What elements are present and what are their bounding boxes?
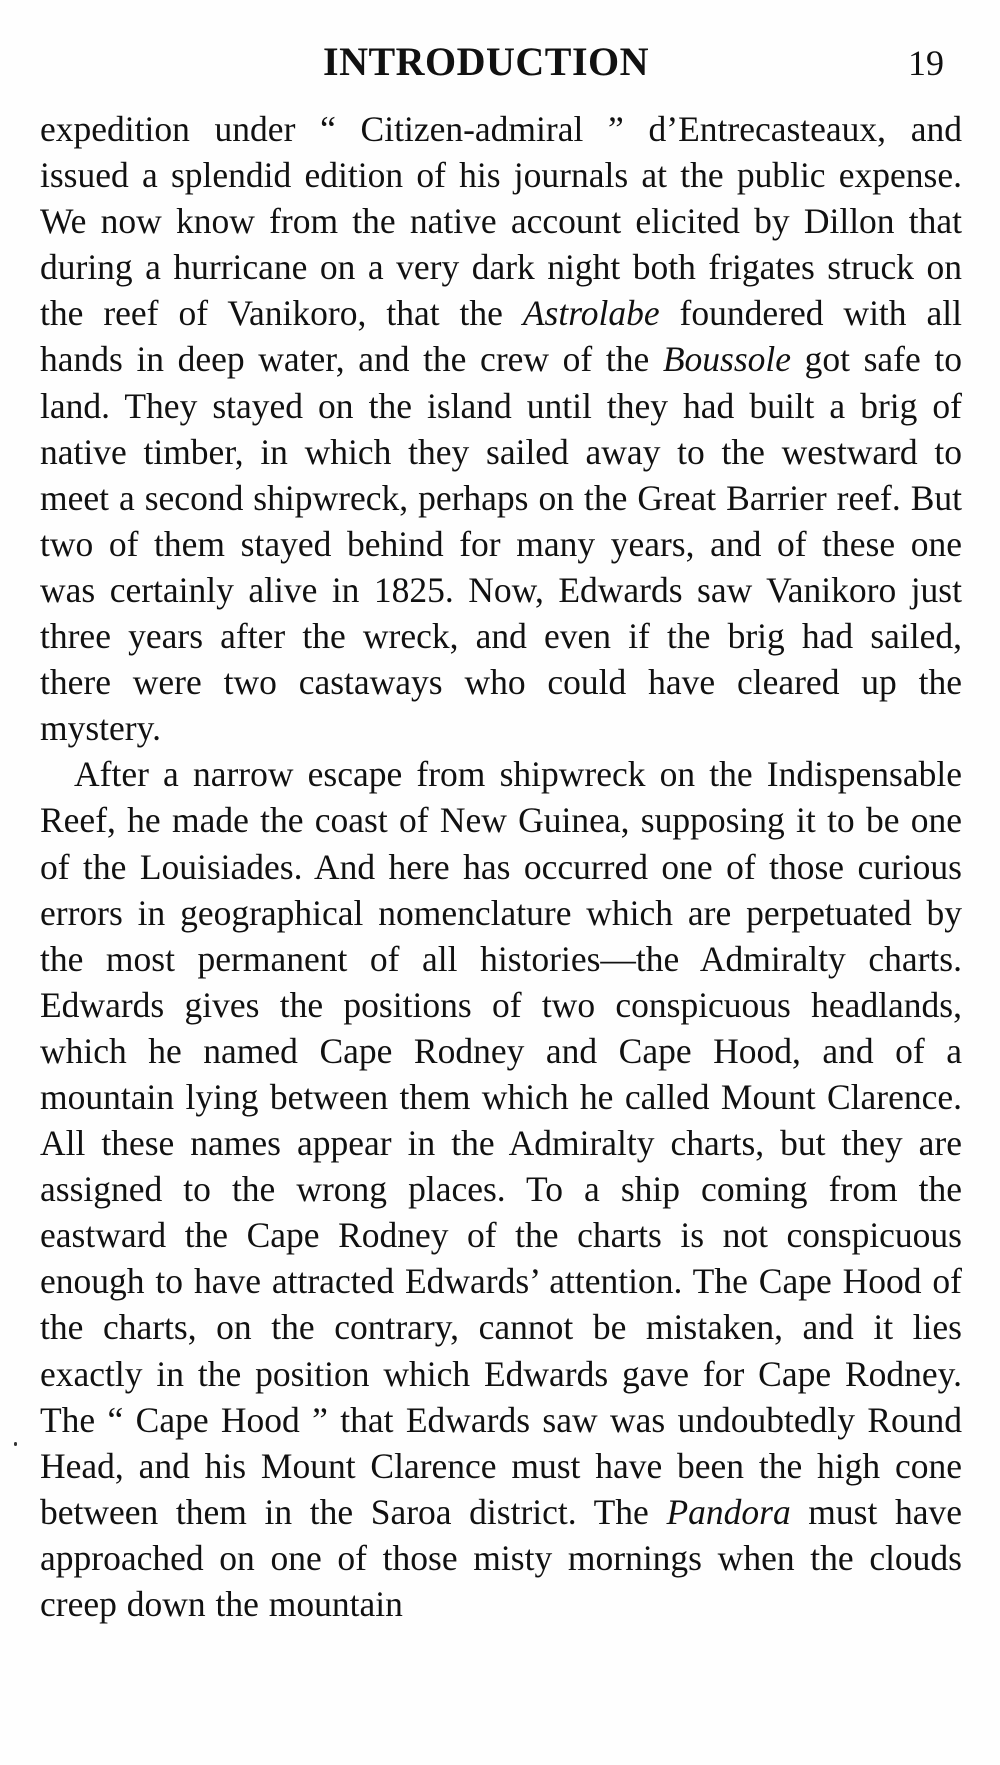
text-segment: must have approached on one of those misty mornings when the clouds creep down the mountain [40,1491,962,1624]
body-text [40,106,962,1627]
running-head [0,38,1000,88]
text-segment: After a narrow escape from shipwreck on the Indispensable Reef, he made the coast of New Guinea, supposing it to be one of the Louisiades. And here has occurred one of those curious errors in geographical nomenclature which are perpetuated by the most permanent of all histories—the Admiralty charts. Edwards gives the positions of two conspicuous headlands, which he named Cape Rodney and Cape Hood, and of a mountain lying between them which he called Mount Clarence. All these names appear in the Admiralty charts, but they are assigned to the wrong places. To a ship coming from the eastward the Cape Rodney of the charts is not conspicuous enough to have attracted Edwards’ attention. The Cape Hood of the charts, on the contrary, cannot be mistaken, and it lies exactly in the position which Edwards gave for Cape Rodney. The “ Cape Hood ” that Edwards saw was undoubtedly Round Head, and his Mount Clarence must have been the high cone between them in the Saroa district. The [40,754,962,1532]
ship-name-astrolabe: Astrolabe [522,293,660,334]
page-number: 19 [908,43,944,83]
text-segment: got safe to land. They stayed on the island until they had built a brig of native timber, in which they sailed away to the westward to meet a second shipwreck, perhaps on the Great Barrier reef. But two of them stayed behind for many years, and of these one was certainly alive in 1825. Now, Edwards saw Vanikoro just three years after the wreck, and even if the brig had sailed, there were two castaways who could have cleared up the mystery. [40,339,962,749]
text-segment: expedition under “ Citizen-admiral ” d’Entrecasteaux, and issued a splendid edition of his journals at the public expense. We now know from the native account elicited by Dillon that during a hurricane on a very dark night both frigates struck on the reef of Vanikoro, that the [40,109,962,334]
paragraph-2 [40,751,962,1627]
ship-name-boussole: Boussole [662,339,792,380]
text-segment: foundered with all hands in deep water, and the crew of the [40,293,962,380]
paragraph-1 [40,106,962,751]
chapter-title: INTRODUCTION [323,39,650,84]
ship-name-pandora: Pandora [666,1491,791,1532]
ink-speck [14,1442,17,1446]
